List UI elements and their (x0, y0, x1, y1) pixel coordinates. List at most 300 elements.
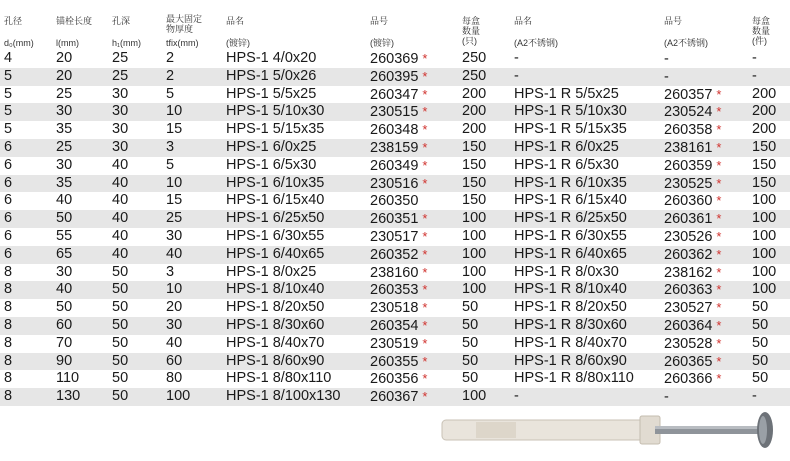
cell-fixture-thickness: 30 (166, 316, 183, 333)
cell-box-qty-a2: 100 (752, 192, 777, 209)
cell-box-qty-a2: 150 (752, 174, 777, 191)
cell-item-number-zinc-value: 260350 (370, 193, 419, 210)
cell-item-number-a2-value: 230524 (664, 104, 713, 121)
table-row (0, 86, 790, 104)
cell-fixture-thickness: 10 (166, 103, 183, 120)
cell-item-number-a2-value: 260361 (664, 211, 713, 228)
cell-box-qty-a2: 50 (752, 316, 769, 333)
cell-product-name-zinc: HPS-1 8/60x90 (226, 352, 325, 369)
cell-fixture-thickness: 15 (166, 192, 183, 209)
stock-marker: * (716, 175, 722, 191)
cell-item-number-zinc (370, 264, 427, 283)
cell-product-name-zinc: HPS-1 8/40x70 (226, 334, 325, 351)
cell-bore-diameter: 8 (4, 263, 13, 280)
stock-marker: * (422, 175, 428, 191)
cell-box-qty-zinc: 50 (462, 334, 479, 351)
cell-hole-depth: 50 (112, 316, 129, 333)
stock-marker: * (716, 300, 722, 316)
nail-anchor-image (440, 406, 785, 461)
cell-box-qty-a2: - (752, 50, 757, 66)
cell-item-number-zinc-value: 260349 (370, 157, 419, 174)
header-anchor-length: 锚栓长度 (56, 16, 93, 26)
cell-product-name-a2: HPS-1 R 6/10x35 (514, 174, 627, 191)
header-bore-diameter: 孔径 (4, 16, 23, 26)
cell-item-number-a2 (664, 86, 721, 105)
cell-item-number-zinc (370, 335, 427, 354)
cell-fixture-thickness: 40 (166, 334, 183, 351)
cell-item-number-a2 (664, 210, 721, 229)
cell-item-number-zinc-value: 230518 (370, 300, 419, 317)
cell-box-qty-zinc: 250 (462, 50, 487, 66)
cell-product-name-zinc: HPS-1 8/30x60 (226, 316, 325, 333)
cell-anchor-length: 110 (56, 370, 80, 387)
cell-item-number-zinc (370, 68, 427, 87)
cell-item-number-a2-value: 260363 (664, 282, 713, 299)
cell-item-number-a2 (664, 192, 721, 211)
cell-anchor-length: 70 (56, 334, 73, 351)
stock-marker: * (422, 228, 428, 244)
cell-item-number-a2-value: - (664, 51, 669, 67)
cell-box-qty-a2: 100 (752, 210, 777, 227)
cell-item-number-zinc (370, 370, 427, 389)
stock-marker: * (716, 104, 722, 120)
table-row (0, 264, 790, 282)
stock-marker: * (716, 371, 722, 387)
cell-item-number-zinc (370, 157, 427, 176)
stock-marker: * (422, 211, 428, 227)
cell-item-number-zinc-value: 238159 (370, 139, 419, 156)
stock-marker: * (716, 282, 722, 298)
cell-hole-depth: 30 (112, 103, 129, 120)
cell-bore-diameter: 5 (4, 67, 13, 84)
table-row (0, 317, 790, 335)
cell-item-number-a2 (664, 388, 673, 407)
cell-item-number-zinc-value: 230517 (370, 228, 419, 245)
cell-item-number-zinc (370, 192, 422, 211)
cell-anchor-length: 65 (56, 245, 73, 262)
cell-hole-depth: 25 (112, 67, 129, 84)
cell-item-number-a2-value: 238162 (664, 264, 713, 281)
cell-product-name-a2: HPS-1 R 6/5x30 (514, 156, 619, 173)
cell-bore-diameter: 8 (4, 281, 13, 298)
cell-fixture-thickness: 2 (166, 67, 175, 84)
cell-hole-depth: 50 (112, 334, 129, 351)
cell-hole-depth: 40 (112, 156, 129, 173)
cell-fixture-thickness: 2 (166, 50, 175, 66)
cell-product-name-a2: HPS-1 R 6/25x50 (514, 210, 627, 227)
cell-item-number-a2 (664, 103, 721, 122)
cell-box-qty-zinc: 100 (462, 245, 487, 262)
cell-fixture-thickness: 80 (166, 370, 183, 387)
cell-box-qty-zinc: 100 (462, 281, 487, 298)
cell-box-qty-zinc: 100 (462, 210, 487, 227)
cell-box-qty-a2: 150 (752, 156, 777, 173)
cell-box-qty-zinc: 50 (462, 352, 479, 369)
cell-item-number-zinc (370, 210, 427, 229)
cell-product-name-zinc: HPS-1 8/100x130 (226, 388, 341, 405)
cell-anchor-length: 35 (56, 121, 73, 138)
cell-hole-depth: 40 (112, 210, 129, 227)
cell-product-name-a2: HPS-1 R 8/60x90 (514, 352, 627, 369)
table-row (0, 246, 790, 264)
cell-anchor-length: 30 (56, 156, 73, 173)
cell-item-number-zinc (370, 353, 427, 372)
cell-hole-depth: 50 (112, 388, 129, 405)
stock-marker: * (716, 139, 722, 155)
cell-bore-diameter: 8 (4, 299, 13, 316)
cell-fixture-thickness: 3 (166, 263, 175, 280)
cell-item-number-a2 (664, 157, 721, 176)
header-item-number-a2: 品号 (664, 16, 683, 26)
stock-marker: * (716, 335, 722, 351)
header-anchor-length-unit: l(mm) (56, 38, 79, 48)
cell-box-qty-a2: 150 (752, 138, 777, 155)
cell-item-number-a2 (664, 228, 721, 247)
cell-anchor-length: 50 (56, 299, 73, 316)
cell-product-name-zinc: HPS-1 8/20x50 (226, 299, 325, 316)
stock-marker: * (422, 264, 428, 280)
cell-product-name-zinc: HPS-1 6/10x35 (226, 174, 325, 191)
header-product-name-a2: 品名 (514, 16, 533, 26)
cell-box-qty-zinc: 50 (462, 299, 479, 316)
cell-item-number-zinc (370, 299, 427, 318)
cell-item-number-zinc-value: 260354 (370, 317, 419, 334)
cell-item-number-zinc-value: 260353 (370, 282, 419, 299)
cell-item-number-zinc-value: 260348 (370, 122, 419, 139)
cell-item-number-zinc (370, 86, 427, 105)
cell-product-name-zinc: HPS-1 4/0x20 (226, 50, 317, 66)
table-row (0, 281, 790, 299)
cell-box-qty-zinc: 150 (462, 174, 487, 191)
cell-box-qty-zinc: 100 (462, 227, 487, 244)
stock-marker: * (716, 228, 722, 244)
cell-product-name-a2: HPS-1 R 5/5x25 (514, 85, 619, 102)
cell-product-name-a2: HPS-1 R 5/10x30 (514, 103, 627, 120)
cell-fixture-thickness: 100 (166, 388, 191, 405)
cell-item-number-zinc-value: 230519 (370, 335, 419, 352)
table-row (0, 50, 790, 68)
table-row (0, 299, 790, 317)
cell-product-name-a2: HPS-1 R 8/40x70 (514, 334, 627, 351)
cell-anchor-length: 35 (56, 174, 73, 191)
cell-product-name-a2: HPS-1 R 6/40x65 (514, 245, 627, 262)
header-item-number-zinc-note: (镀锌) (370, 38, 394, 48)
cell-box-qty-a2: - (752, 67, 757, 84)
cell-item-number-zinc (370, 246, 427, 265)
cell-item-number-a2 (664, 50, 673, 69)
cell-box-qty-zinc: 250 (462, 67, 487, 84)
cell-anchor-length: 25 (56, 85, 73, 102)
cell-item-number-a2-value: 230527 (664, 300, 713, 317)
cell-item-number-zinc-value: 260367 (370, 389, 419, 406)
table-header (0, 0, 790, 50)
cell-bore-diameter: 8 (4, 370, 13, 387)
cell-item-number-a2 (664, 175, 721, 194)
stock-marker: * (716, 317, 722, 333)
cell-bore-diameter: 5 (4, 85, 13, 102)
cell-hole-depth: 30 (112, 121, 129, 138)
cell-item-number-a2-value: 230526 (664, 228, 713, 245)
stock-marker: * (716, 211, 722, 227)
cell-box-qty-zinc: 150 (462, 138, 487, 155)
stock-marker: * (716, 246, 722, 262)
cell-box-qty-zinc: 200 (462, 85, 487, 102)
table-row (0, 139, 790, 157)
cell-anchor-length: 25 (56, 138, 73, 155)
cell-item-number-zinc (370, 50, 427, 69)
table-row (0, 335, 790, 353)
stock-marker: * (422, 86, 428, 102)
cell-fixture-thickness: 10 (166, 281, 183, 298)
cell-product-name-zinc: HPS-1 6/15x40 (226, 192, 325, 209)
cell-bore-diameter: 8 (4, 352, 13, 369)
cell-box-qty-a2: 200 (752, 85, 777, 102)
cell-item-number-a2-value: 260359 (664, 157, 713, 174)
cell-fixture-thickness: 40 (166, 245, 183, 262)
cell-box-qty-a2: 50 (752, 334, 769, 351)
cell-product-name-a2: HPS-1 R 8/20x50 (514, 299, 627, 316)
cell-product-name-zinc: HPS-1 8/0x25 (226, 263, 317, 280)
table-row (0, 210, 790, 228)
header-product-name-zinc: 品名 (226, 16, 245, 26)
stock-marker: * (422, 389, 428, 405)
cell-item-number-zinc-value: 260352 (370, 246, 419, 263)
cell-item-number-a2-value: 260358 (664, 122, 713, 139)
cell-hole-depth: 40 (112, 245, 129, 262)
cell-box-qty-zinc: 150 (462, 156, 487, 173)
cell-box-qty-zinc: 50 (462, 370, 479, 387)
cell-box-qty-zinc: 200 (462, 103, 487, 120)
header-item-number-zinc: 品号 (370, 16, 389, 26)
table-row (0, 228, 790, 246)
cell-product-name-a2: - (514, 67, 519, 84)
cell-bore-diameter: 6 (4, 138, 13, 155)
cell-anchor-length: 20 (56, 50, 73, 66)
cell-item-number-zinc (370, 121, 427, 140)
cell-item-number-zinc-value: 230515 (370, 104, 419, 121)
cell-item-number-a2-value: 230528 (664, 335, 713, 352)
header-max-fixture-thickness: 最大固定 物厚度 (166, 14, 203, 34)
cell-bore-diameter: 6 (4, 192, 13, 209)
table-row (0, 175, 790, 193)
cell-anchor-length: 60 (56, 316, 73, 333)
cell-product-name-zinc: HPS-1 8/80x110 (226, 370, 332, 387)
stock-marker: * (716, 264, 722, 280)
header-box-qty-a2: 每盒 数量 (件) (752, 16, 771, 46)
cell-product-name-a2: HPS-1 R 8/30x60 (514, 316, 627, 333)
cell-item-number-zinc (370, 317, 427, 336)
cell-product-name-zinc: HPS-1 5/5x25 (226, 85, 317, 102)
cell-product-name-a2: HPS-1 R 6/0x25 (514, 138, 619, 155)
cell-box-qty-zinc: 100 (462, 388, 487, 405)
stock-marker: * (422, 371, 428, 387)
cell-product-name-zinc: HPS-1 5/10x30 (226, 103, 325, 120)
cell-bore-diameter: 5 (4, 103, 13, 120)
cell-box-qty-a2: 100 (752, 227, 777, 244)
stock-marker: * (422, 282, 428, 298)
stock-marker: * (716, 157, 722, 173)
cell-fixture-thickness: 5 (166, 85, 175, 102)
table-row (0, 192, 790, 210)
cell-item-number-a2 (664, 281, 721, 300)
cell-box-qty-a2: 100 (752, 245, 777, 262)
cell-box-qty-a2: 200 (752, 121, 777, 138)
cell-box-qty-a2: - (752, 388, 757, 405)
cell-product-name-zinc: HPS-1 6/5x30 (226, 156, 317, 173)
stock-marker: * (716, 122, 722, 138)
cell-bore-diameter: 8 (4, 334, 13, 351)
header-hole-depth: 孔深 (112, 16, 131, 26)
cell-box-qty-zinc: 100 (462, 263, 487, 280)
cell-item-number-a2 (664, 246, 721, 265)
cell-bore-diameter: 6 (4, 245, 13, 262)
stock-marker: * (716, 353, 722, 369)
header-product-name-zinc-note: (镀锌) (226, 38, 250, 48)
header-box-qty-zinc: 每盒 数量 (只) (462, 16, 481, 46)
cell-item-number-zinc (370, 103, 427, 122)
cell-hole-depth: 50 (112, 370, 129, 387)
stock-marker: * (422, 122, 428, 138)
cell-item-number-a2-value: - (664, 68, 669, 85)
table-body (0, 50, 790, 406)
table-row (0, 68, 790, 86)
cell-bore-diameter: 8 (4, 316, 13, 333)
cell-item-number-a2 (664, 353, 721, 372)
cell-anchor-length: 30 (56, 263, 73, 280)
cell-item-number-zinc-value: 260356 (370, 371, 419, 388)
table-row (0, 370, 790, 388)
stock-marker: * (422, 104, 428, 120)
stock-marker: * (422, 68, 428, 84)
stock-marker: * (422, 246, 428, 262)
cell-product-name-a2: HPS-1 R 6/15x40 (514, 192, 627, 209)
cell-item-number-zinc-value: 260355 (370, 353, 419, 370)
cell-bore-diameter: 4 (4, 50, 13, 66)
cell-product-name-a2: HPS-1 R 8/0x30 (514, 263, 619, 280)
cell-item-number-zinc-value: 238160 (370, 264, 419, 281)
table-row (0, 103, 790, 121)
cell-item-number-zinc-value: 260347 (370, 86, 419, 103)
cell-item-number-zinc (370, 388, 427, 407)
cell-hole-depth: 50 (112, 299, 129, 316)
cell-product-name-a2: - (514, 388, 519, 405)
cell-product-name-zinc: HPS-1 8/10x40 (226, 281, 325, 298)
cell-hole-depth: 50 (112, 263, 129, 280)
cell-product-name-zinc: HPS-1 6/0x25 (226, 138, 317, 155)
cell-bore-diameter: 5 (4, 121, 13, 138)
cell-anchor-length: 90 (56, 352, 73, 369)
cell-item-number-zinc-value: 260395 (370, 68, 419, 85)
cell-product-name-zinc: HPS-1 6/40x65 (226, 245, 325, 262)
cell-item-number-zinc (370, 139, 427, 158)
stock-marker: * (422, 300, 428, 316)
cell-item-number-a2 (664, 139, 721, 158)
cell-hole-depth: 40 (112, 227, 129, 244)
cell-item-number-a2 (664, 264, 721, 283)
stock-marker: * (422, 317, 428, 333)
header-max-fixture-thickness-unit: tfix(mm) (166, 38, 199, 48)
cell-hole-depth: 40 (112, 174, 129, 191)
cell-hole-depth: 40 (112, 192, 129, 209)
cell-box-qty-a2: 50 (752, 352, 769, 369)
cell-item-number-a2-value: 230525 (664, 175, 713, 192)
cell-item-number-a2-value: 238161 (664, 139, 713, 156)
stock-marker: * (716, 86, 722, 102)
cell-hole-depth: 25 (112, 50, 129, 66)
cell-fixture-thickness: 30 (166, 227, 183, 244)
cell-product-name-a2: HPS-1 R 6/30x55 (514, 227, 627, 244)
cell-item-number-a2 (664, 299, 721, 318)
cell-fixture-thickness: 25 (166, 210, 183, 227)
cell-box-qty-a2: 50 (752, 299, 769, 316)
cell-item-number-a2-value: 260366 (664, 371, 713, 388)
cell-box-qty-a2: 50 (752, 370, 769, 387)
cell-product-name-a2: - (514, 50, 519, 66)
cell-anchor-length: 20 (56, 67, 73, 84)
table-row (0, 353, 790, 371)
header-hole-depth-unit: h₁(mm) (112, 38, 142, 48)
stock-marker: * (422, 139, 428, 155)
cell-product-name-zinc: HPS-1 6/25x50 (226, 210, 325, 227)
cell-anchor-length: 130 (56, 388, 81, 405)
cell-box-qty-zinc: 50 (462, 316, 479, 333)
header-item-number-a2-note: (A2不锈钢) (664, 38, 709, 48)
cell-hole-depth: 50 (112, 352, 129, 369)
cell-product-name-a2: HPS-1 R 8/10x40 (514, 281, 627, 298)
cell-item-number-zinc (370, 228, 427, 247)
cell-anchor-length: 40 (56, 192, 73, 209)
cell-product-name-a2: HPS-1 R 8/80x110 (514, 370, 634, 387)
cell-anchor-length: 30 (56, 103, 73, 120)
cell-fixture-thickness: 15 (166, 121, 183, 138)
table-row (0, 157, 790, 175)
cell-item-number-zinc-value: 260369 (370, 51, 419, 67)
cell-box-qty-zinc: 150 (462, 192, 487, 209)
cell-fixture-thickness: 60 (166, 352, 183, 369)
cell-hole-depth: 30 (112, 138, 129, 155)
cell-bore-diameter: 6 (4, 174, 13, 191)
cell-item-number-a2 (664, 370, 721, 389)
cell-hole-depth: 50 (112, 281, 129, 298)
cell-bore-diameter: 8 (4, 388, 13, 405)
cell-item-number-a2-value: 260357 (664, 86, 713, 103)
cell-box-qty-a2: 100 (752, 263, 777, 280)
cell-item-number-a2 (664, 121, 721, 140)
stock-marker: * (422, 335, 428, 351)
cell-bore-diameter: 6 (4, 227, 13, 244)
header-bore-diameter-unit: d₀(mm) (4, 38, 34, 48)
cell-item-number-a2-value: - (664, 389, 669, 406)
cell-fixture-thickness: 5 (166, 156, 175, 173)
table-row (0, 388, 790, 406)
table-row (0, 121, 790, 139)
cell-product-name-a2: HPS-1 R 5/15x35 (514, 121, 627, 138)
cell-item-number-a2 (664, 335, 721, 354)
stock-marker: * (422, 51, 428, 66)
cell-item-number-a2-value: 260362 (664, 246, 713, 263)
stock-marker: * (422, 157, 428, 173)
cell-box-qty-a2: 100 (752, 281, 777, 298)
cell-product-name-zinc: HPS-1 6/30x55 (226, 227, 325, 244)
cell-item-number-zinc (370, 175, 427, 194)
cell-item-number-zinc-value: 260351 (370, 211, 419, 228)
cell-bore-diameter: 6 (4, 210, 13, 227)
cell-item-number-a2 (664, 317, 721, 336)
cell-anchor-length: 50 (56, 210, 73, 227)
cell-item-number-a2-value: 260360 (664, 193, 713, 210)
cell-box-qty-a2: 200 (752, 103, 777, 120)
cell-box-qty-zinc: 200 (462, 121, 487, 138)
